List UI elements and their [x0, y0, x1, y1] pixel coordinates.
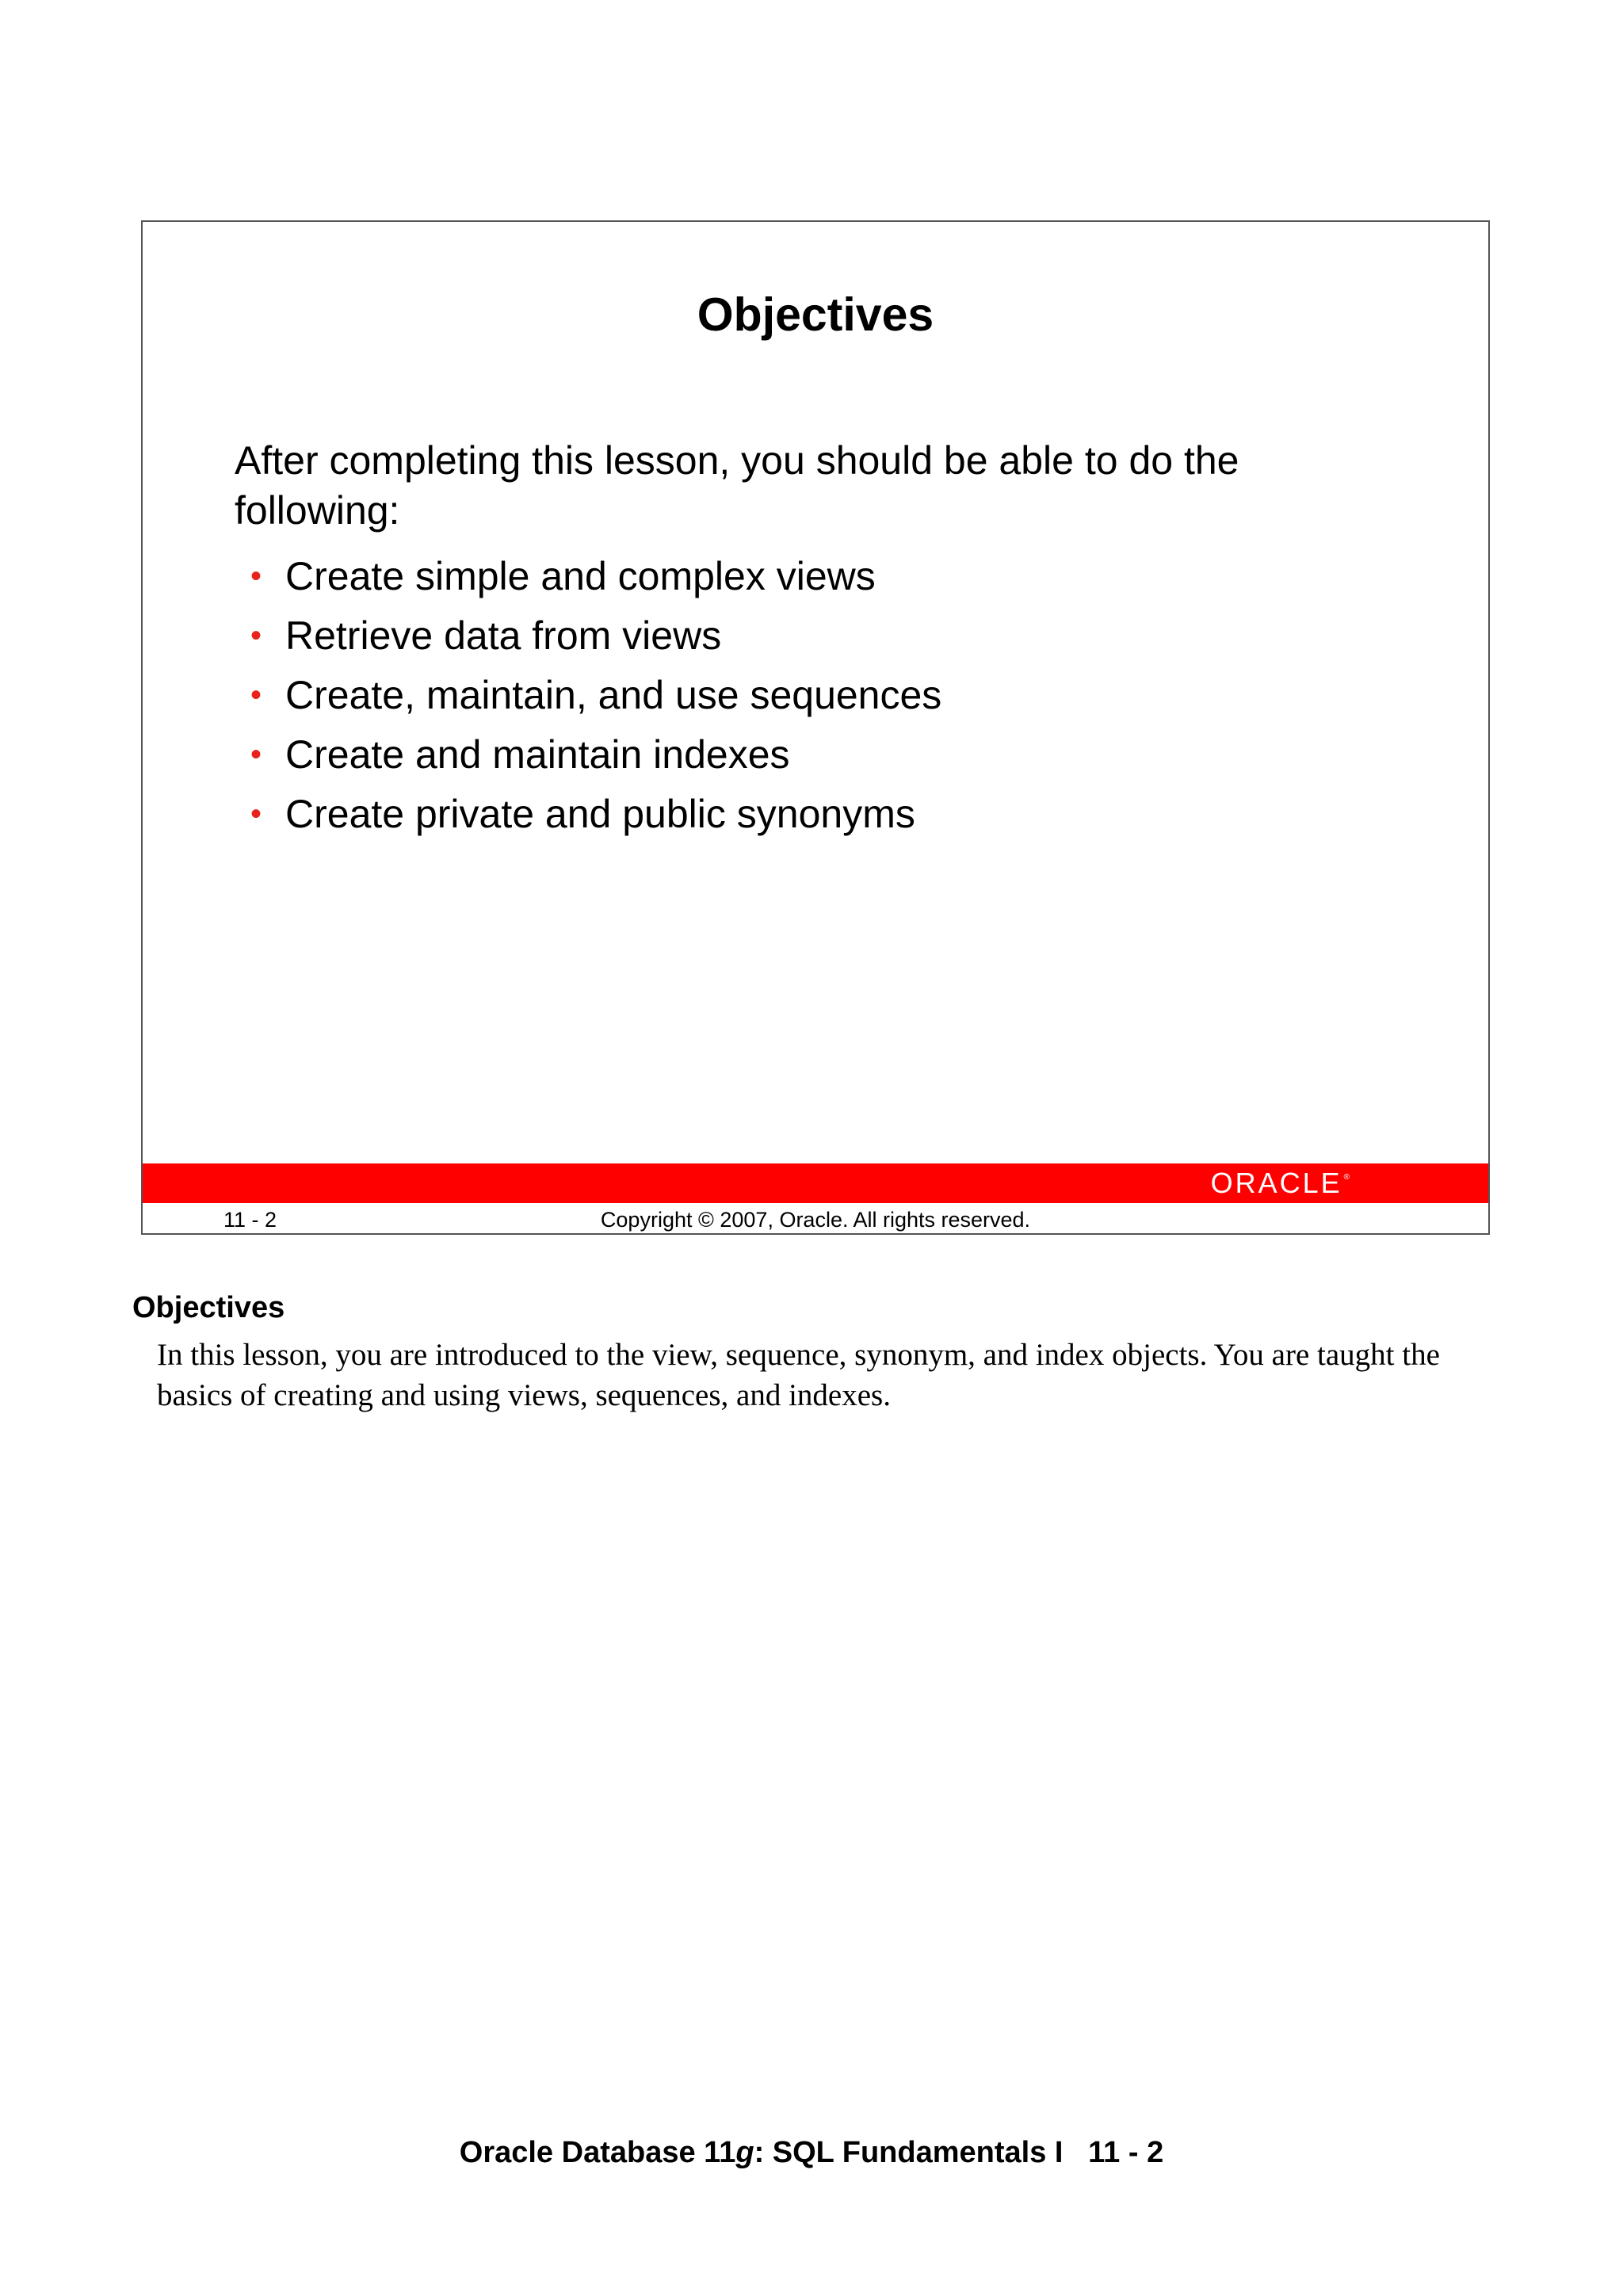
page-footer-suffix: : SQL Fundamentals I 11 - 2: [754, 2136, 1164, 2169]
notes-heading: Objectives: [132, 1291, 285, 1324]
slide-intro-text: After completing this lesson, you should be able to do the following:: [235, 438, 1239, 533]
page-footer-italic: g: [735, 2136, 754, 2169]
bullet-icon: •: [250, 678, 262, 712]
notes-body: In this lesson, you are introduced to the view, sequence, synonym, and index objects. You are taught the basics of creating and using views, sequences, and indexes.: [157, 1338, 1440, 1412]
page-footer: [0, 2134, 1623, 2172]
objectives-list: [246, 547, 941, 844]
objective-text: Create and maintain indexes: [285, 732, 790, 777]
bullet-icon: •: [250, 797, 262, 831]
slide-footer: [143, 1203, 1488, 1235]
bullet-icon: •: [250, 618, 262, 653]
bullet-icon: •: [250, 559, 262, 594]
brand-bar: [143, 1163, 1488, 1203]
oracle-logo: [1211, 1168, 1350, 1198]
oracle-logo-text: ORACLE: [1210, 1167, 1342, 1199]
objective-item: [246, 725, 941, 785]
page-footer-prefix: Oracle Database 11: [459, 2136, 736, 2169]
slide-frame: [141, 220, 1490, 1235]
bullet-icon: •: [250, 737, 262, 772]
objective-item: [246, 666, 941, 725]
objective-text: Create private and public synonyms: [285, 792, 915, 836]
objective-text: Retrieve data from views: [285, 613, 722, 658]
registered-mark: ®: [1343, 1173, 1350, 1182]
copyright-text: Copyright © 2007, Oracle. All rights reserved.: [600, 1208, 1031, 1232]
objective-item: [246, 547, 941, 606]
slide-number: 11 - 2: [223, 1208, 277, 1232]
objective-item: [246, 606, 941, 666]
slide-title: Objectives: [697, 288, 934, 341]
objective-item: [246, 785, 941, 844]
objective-text: Create, maintain, and use sequences: [285, 673, 942, 717]
objective-text: Create simple and complex views: [285, 554, 876, 598]
